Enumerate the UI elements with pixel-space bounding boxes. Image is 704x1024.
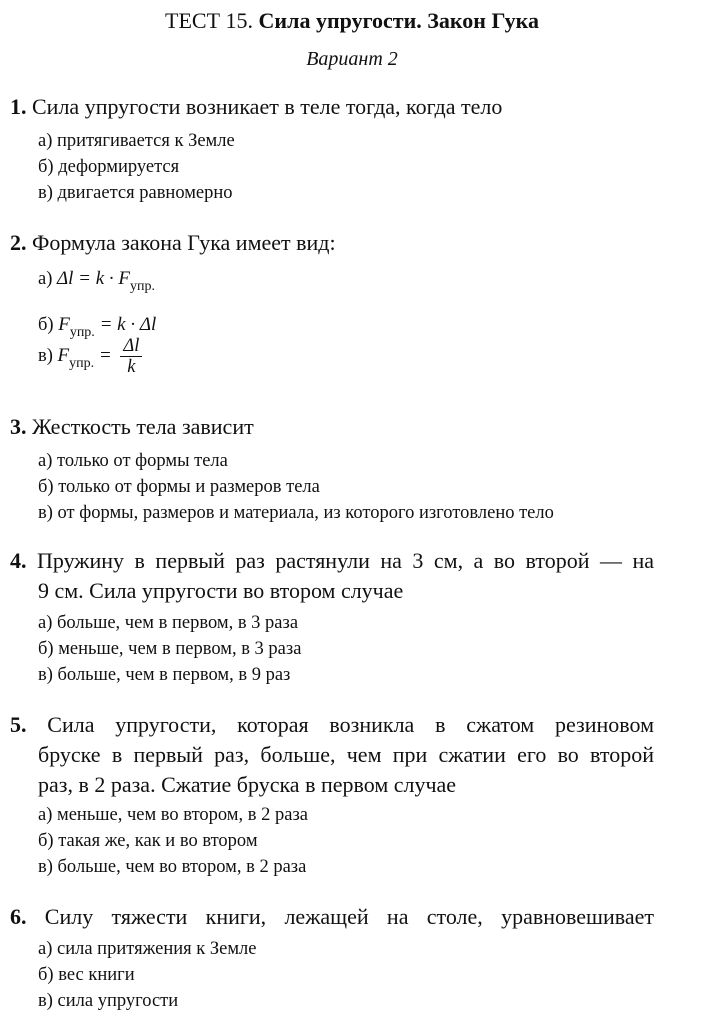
question-text: Силу тяжести книги, лежащей на столе, уравновешивает [44, 904, 654, 929]
test-title: Сила упругости. Закон Гука [258, 8, 539, 33]
question-number: 2. [10, 230, 27, 255]
variant-label: Вариант 2 [306, 48, 398, 70]
question-number: 5. [10, 712, 27, 737]
option-3b: б) только от формы и размеров тела [38, 477, 320, 497]
fraction [120, 336, 142, 377]
formula-b-rest: = k · Δl [94, 314, 157, 335]
formula-b-main: F [58, 314, 70, 335]
formula-c-equals: = [94, 345, 112, 366]
question-text: Сила упругости, которая возникла в сжатом резиновом [47, 712, 654, 737]
option-2a [38, 266, 155, 300]
option-6b: б) вес книги [38, 965, 135, 985]
question-1 [10, 92, 654, 122]
page-title [0, 8, 704, 34]
fraction-numerator: Δl [120, 336, 142, 357]
option-6c: в) сила упругости [38, 991, 179, 1011]
option-1c: в) двигается равномерно [38, 183, 233, 203]
question-2 [10, 228, 654, 258]
formula-c-subscript: упр. [69, 356, 95, 371]
question-number: 4. [10, 548, 27, 573]
fraction-denominator: k [127, 357, 136, 378]
question-text: Формула закона Гука имеет вид: [32, 230, 336, 255]
option-5c: в) больше, чем во втором, в 2 раза [38, 857, 307, 877]
formula-a-main: Δl = k · F [57, 268, 131, 289]
question-3 [10, 412, 654, 442]
option-4a: а) больше, чем в первом, в 3 раза [38, 613, 299, 633]
question-4-line-1 [10, 546, 654, 576]
question-6 [10, 902, 654, 932]
formula-c [57, 345, 112, 371]
option-5b: б) такая же, как и во втором [38, 831, 258, 851]
formula-a-subscript: упр. [130, 279, 156, 294]
formula-b-subscript: упр. [69, 325, 95, 340]
formula-c-main: F [57, 345, 70, 366]
question-number: 3. [10, 414, 27, 439]
question-5-line-3: раз, в 2 раза. Сжатие бруска в первом случае [38, 772, 457, 797]
question-text: Пружину в первый раз растянули на 3 см, а во второй — на [37, 548, 654, 573]
option-1b: б) деформируется [38, 157, 180, 177]
question-4-line-2: 9 см. Сила упругости во втором случае [38, 578, 404, 603]
option-4b: б) меньше, чем в первом, в 3 раза [38, 639, 302, 659]
option-2c [38, 336, 142, 384]
option-6a: а) сила притяжения к Земле [38, 939, 257, 959]
option-1a: а) притягивается к Земле [38, 131, 235, 151]
formula-b [58, 314, 157, 340]
option-3c: в) от формы, размеров и материала, из которого изготовлено тело [38, 503, 554, 523]
question-5-line-2: бруске в первый раз, больше, чем при сжатии его во второй [38, 742, 654, 767]
question-text: Сила упругости возникает в теле тогда, когда тело [32, 94, 503, 119]
formula-a [57, 268, 156, 294]
question-5-line-1 [10, 710, 654, 740]
option-label: в) [38, 346, 53, 366]
option-3a: а) только от формы тела [38, 451, 228, 471]
question-number: 6. [10, 904, 27, 929]
question-text: Жесткость тела зависит [32, 414, 254, 439]
question-number: 1. [10, 94, 27, 119]
test-number: ТЕСТ 15. [165, 8, 254, 33]
option-4c: в) больше, чем в первом, в 9 раз [38, 665, 291, 685]
option-label: а) [38, 269, 53, 289]
option-label: б) [38, 315, 54, 335]
option-5a: а) меньше, чем во втором, в 2 раза [38, 805, 308, 825]
